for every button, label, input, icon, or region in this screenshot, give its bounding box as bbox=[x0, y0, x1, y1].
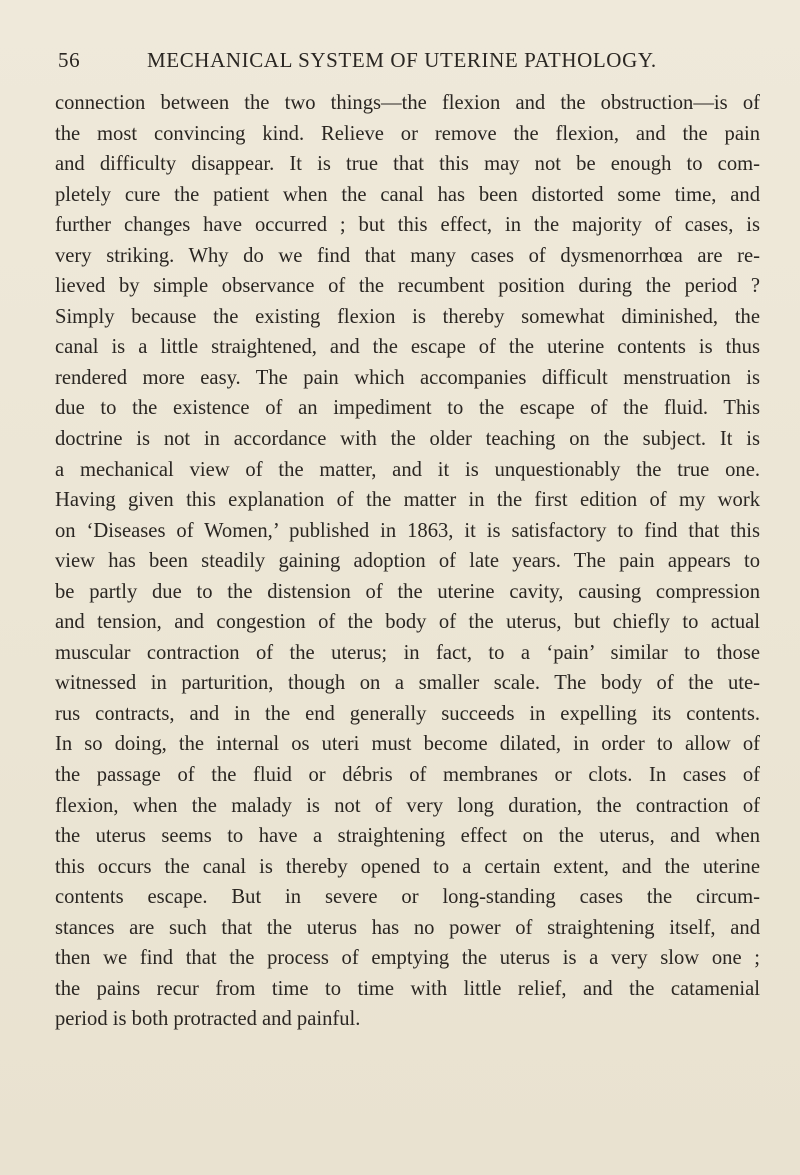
text-line: due to the existence of an impediment to the escape of the fluid. This bbox=[55, 397, 760, 420]
text-line: contents escape. But in severe or long-standing cases the circum- bbox=[55, 886, 760, 909]
text-line-last: period is both protracted and painful. bbox=[55, 1008, 361, 1031]
text-line: canal is a little straightened, and the escape of the uterine contents is thus bbox=[55, 336, 760, 359]
text-line: Simply because the existing flexion is thereby somewhat diminished, the bbox=[55, 305, 760, 328]
text-line: the passage of the fluid or débris of membranes or clots. In cases of bbox=[55, 764, 760, 787]
text-line: stances are such that the uterus has no power of straightening itself, and bbox=[55, 916, 760, 939]
text-line: witnessed in parturition, though on a smaller scale. The body of the ute- bbox=[55, 672, 760, 695]
text-line: a mechanical view of the matter, and it is unquestionably the true one. bbox=[55, 458, 760, 481]
body-text bbox=[55, 88, 760, 1035]
text-line: on ‘Diseases of Women,’ published in 1863, it is satisfactory to find that this bbox=[55, 519, 760, 542]
text-line: then we find that the process of emptying the uterus is a very slow one ; bbox=[55, 947, 760, 970]
text-line: very striking. Why do we find that many cases of dysmenorrhœa are re- bbox=[55, 244, 760, 267]
text-line: muscular contraction of the uterus; in fact, to a ‘pain’ similar to those bbox=[55, 641, 760, 664]
text-line: the most convincing kind. Relieve or remove the flexion, and the pain bbox=[55, 122, 760, 145]
text-line: connection between the two things—the flexion and the obstruction—is of bbox=[55, 92, 760, 114]
text-line: be partly due to the distension of the uterine cavity, causing compression bbox=[55, 580, 760, 603]
text-line: rendered more easy. The pain which accompanies difficult menstruation is bbox=[55, 366, 760, 389]
text-line: view has been steadily gaining adoption of late years. The pain appears to bbox=[55, 550, 760, 573]
text-line: doctrine is not in accordance with the older teaching on the subject. It is bbox=[55, 428, 760, 451]
text-line: flexion, when the malady is not of very long duration, the contraction of bbox=[55, 794, 760, 817]
text-line: the pains recur from time to time with little relief, and the catamenial bbox=[55, 977, 760, 1000]
text-line: further changes have occurred ; but this effect, in the majority of cases, is bbox=[55, 214, 760, 237]
text-line: the uterus seems to have a straightening effect on the uterus, and when bbox=[55, 825, 760, 848]
running-title: MECHANICAL SYSTEM OF UTERINE PATHOLOGY. bbox=[147, 48, 657, 72]
text-line: Having given this explanation of the matter in the first edition of my work bbox=[55, 489, 760, 512]
text-line: and tension, and congestion of the body of the uterus, but chiefly to actual bbox=[55, 611, 760, 634]
text-line: In so doing, the internal os uteri must become dilated, in order to allow of bbox=[55, 733, 760, 756]
text-line: and difficulty disappear. It is true that this may not be enough to com- bbox=[55, 153, 760, 176]
text-line: lieved by simple observance of the recumbent position during the period ? bbox=[55, 275, 760, 298]
text-line: this occurs the canal is thereby opened to a certain extent, and the uterine bbox=[55, 855, 760, 878]
page-number: 56 bbox=[58, 48, 81, 72]
text-line: pletely cure the patient when the canal has been distorted some time, and bbox=[55, 183, 760, 206]
text-line: rus contracts, and in the end generally succeeds in expelling its contents. bbox=[55, 702, 760, 725]
running-head bbox=[58, 48, 758, 78]
